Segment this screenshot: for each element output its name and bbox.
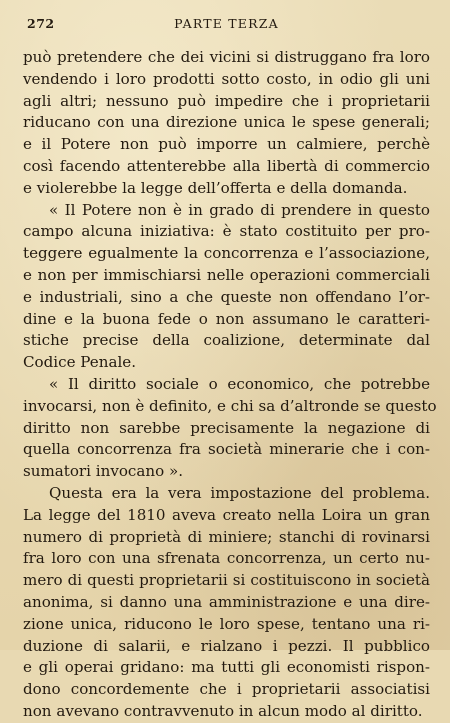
text-line: diritto non sarebbe precisamente la negazione di [23,418,430,437]
text-line: può pretendere che dei vicini si distruggano fra loro [23,48,430,66]
text-line: « Il Potere non è in grado di prendere in questo [49,200,430,219]
text-line: e gli operai gridano: ma tutti gli economisti rispon- [23,658,430,677]
text-line: dono concordemente che i proprietarii associatisi [23,680,430,699]
text-line: invocarsi, non è definito, e chi sa d’altronde se questo [23,396,437,415]
text-line: vendendo i loro prodotti sotto costo, in odio gli uni [23,69,430,88]
text-line: mero di questi proprietarii si costituiscono in società [23,571,430,590]
text-line: campo alcuna iniziativa: è stato costituito per pro- [23,222,430,241]
running-head: PARTE TERZA [174,16,279,31]
text-line: così facendo attenterebbe alla libertà di commercio [23,156,430,175]
text-line: riducano con una direzione unica le spese generali; [23,113,430,132]
page-header [23,12,430,34]
text-line: agli altri; nessuno può impedire che i proprietarii [23,91,430,110]
text-line: e violerebbe la legge dell’offerta e della domanda. [23,178,408,197]
text-line: e il Potere non può imporre un calmiere, perchè [23,135,430,154]
text-line: « Il diritto sociale o economico, che potrebbe [49,374,430,393]
text-line: duzione di salarii, e rialzano i pezzi. Il pubblico [23,636,430,655]
text-line: non avevano contravvenuto in alcun modo al diritto. [23,701,423,720]
text-line: stiche precise della coalizione, determinate dal [23,331,430,350]
text-line: fra loro con una sfrenata concorrenza, un certo nu- [23,549,430,568]
text-line: La legge del 1810 aveva creato nella Loira un gran [23,505,430,524]
text-line: quella concorrenza fra società minerarie che i con- [23,440,430,459]
text-line: dine e la buona fede o non assumano le caratteri- [23,309,430,328]
text-line: e non per immischiarsi nelle operazioni commerciali [23,265,430,284]
text-line: Codice Penale. [23,353,136,372]
text-line: e industriali, sino a che queste non offendano l’or- [23,287,430,306]
page-number: 272 [27,16,55,31]
text-line: numero di proprietà di miniere; stanchi di rovinarsi [23,527,430,546]
text-line: anonima, si danno una amministrazione e una dire- [23,592,430,611]
text-line: sumatori invocano ». [23,462,184,481]
text-line: Questa era la vera impostazione del problema. [49,483,430,502]
text-line: zione unica, riducono le loro spese, tentano una ri- [23,614,430,633]
text-line: teggere egualmente la concorrenza e l’associazione, [23,244,430,263]
body-text [23,47,437,723]
